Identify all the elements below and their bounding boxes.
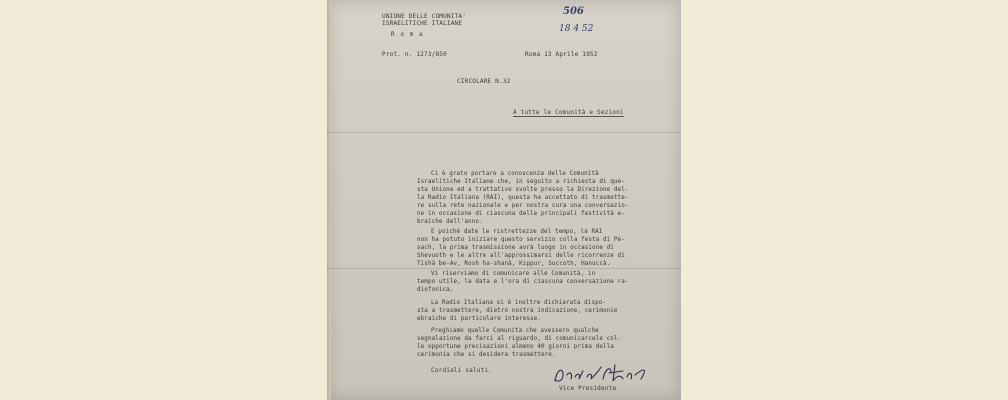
place-date: Roma 13 Aprile 1952 [525,51,598,58]
letterhead-line-3: R o m a [391,31,424,38]
text-line: cerimonia che si desidera trasmettere. [417,352,556,358]
letterhead-line-1: UNIONE DELLE COMUNITA' [382,13,467,20]
addressee: A tutte le Comunità e Sezioni [513,109,624,116]
text-line: diofonica. [417,287,454,293]
text-line: Vi riserviamo di comunicare alle Comunità, in [431,271,596,277]
text-line: sta Unione ed a trattative svolte presso la Direzione del- [417,187,629,193]
text-line: braiche dell'anno. [417,219,483,225]
text-line: Preghiamo quelle Comunità che avessero qualche [431,328,599,334]
paragraph-1 [417,170,657,226]
text-line: sta a trasmettere, dietro nostra indicazione, cerimonie [417,308,618,314]
text-line: la Radio Italiana (RAI), questa ha accettato di trasmette- [417,195,629,201]
text-line: non ha potuto iniziare questo servizio colla festa di Pe- [417,237,625,243]
letter-sheet [327,0,681,400]
closing: Cordiali saluti. [431,367,493,374]
text-line: re sulla rete nazionale e per nostra cura una conversazio- [417,203,629,209]
stamp-date: 18 4 52 [559,24,594,34]
paragraph-5 [417,327,657,359]
text-line: sach, la prima trasmissione avrà luogo in occasione di [417,245,614,251]
text-line: ebraiche di particolare interesse. [417,316,541,322]
text-line: Ci è grato portare a conoscenza delle Comunità [431,171,599,177]
signature-icon [549,361,649,387]
text-line: Shevuoth e le altre all'approssimarsi delle ricorrenze di [417,253,625,259]
stamp-number: 506 [563,6,584,17]
text-line: Israelitiche Italiane che, in seguito a richiesta di que- [417,179,625,185]
paper-fold [327,132,681,133]
paragraph-4 [417,299,657,323]
paper-fold [327,268,681,269]
text-line: ne in occasione di ciascuna delle principali festività e- [417,211,625,217]
text-line: tempo utile, la data e l'ora di ciascuna conversazione ra- [417,279,629,285]
text-line: La Radio Italiana si è inoltre dichiarata dispo- [431,300,607,306]
text-line: Tishà be-Av, Rosh ha-shanà, Kippur, Succoth, Hanuccà. [417,261,611,267]
text-line: segnalazione da farci al riguardo, di comunicarcele col- [417,336,622,342]
circular-title: CIRCOLARE N.32 [457,78,511,85]
signature-title: Vice Presidente [559,385,617,392]
paragraph-3 [417,270,657,294]
text-line: le opportune precisazioni almeno 40 giorni prima della [417,344,614,350]
protocol-number: Prot. n. 1273/850 [382,51,447,58]
paragraph-2 [417,228,657,268]
text-line: E poichè date le ristrettezze del tempo, la RAI [431,229,603,235]
letterhead-line-2: ISRAELITICHE ITALIANE [382,20,463,27]
sheet-edge [327,0,331,400]
